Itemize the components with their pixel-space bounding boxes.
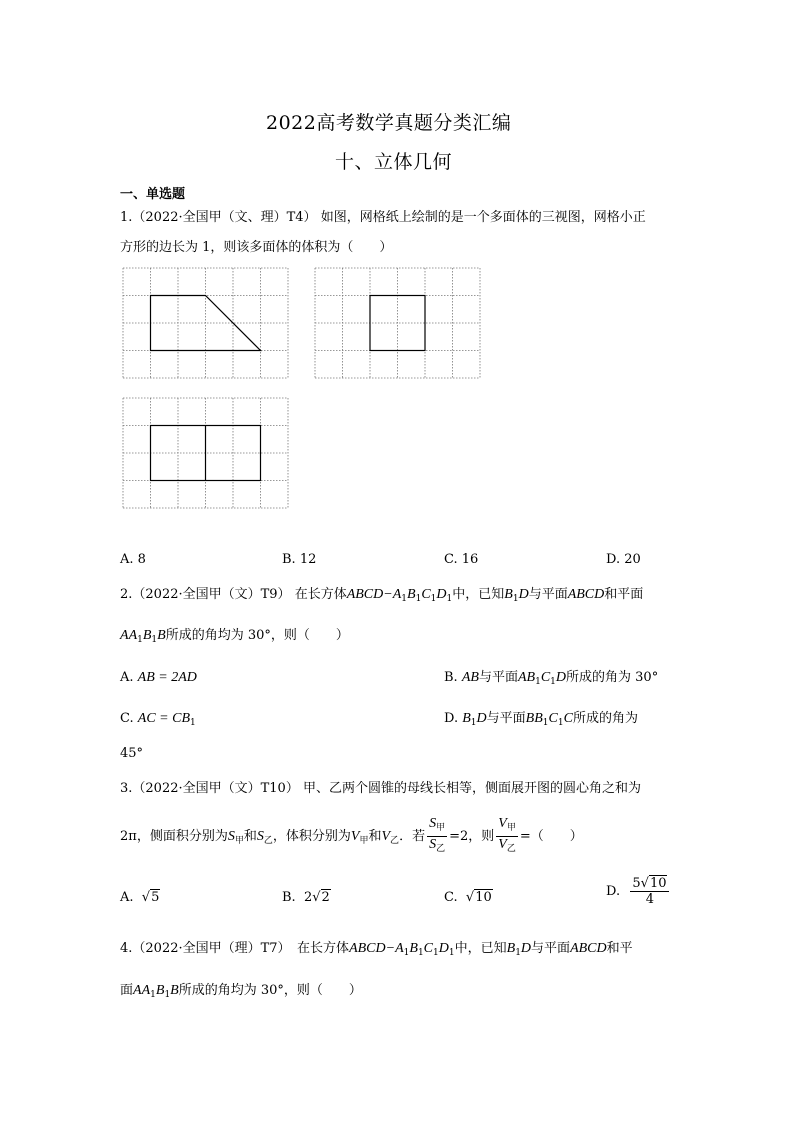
- top-view-grid: [122, 397, 289, 509]
- q3-option-d[interactable]: D. $\frac{5√10}{4}$: [606, 876, 671, 907]
- q1-option-c[interactable]: C. 16: [444, 552, 479, 567]
- q4-line1: 4.（2022·全国甲（理）T7） 在长方体$ABCD-A_1B_1C_1D_1$中，已知$B_1D$与平面ABCD和平: [120, 941, 633, 958]
- q2-line2: $AA_1B_1B$所成的角均为 30°，则（ ）: [120, 628, 349, 645]
- q1-option-a[interactable]: A. 8: [120, 552, 146, 567]
- q2-option-d[interactable]: D. $B_1D$与平面$BB_1C_1C$所成的角为: [444, 711, 638, 728]
- q3-option-c[interactable]: C. √10: [444, 890, 492, 905]
- grid-lines: [315, 268, 480, 378]
- q4-line2: 面$AA_1B_1B$所成的角均为 30°，则（ ）: [120, 983, 362, 1000]
- q3-line2: 2π，侧面积分别为$S_甲$和$S_乙$，体积分别为$V_甲$和$V_乙$．若 $\frac{S_甲}{S_乙}$ =2，则 $\frac{V_甲}{V_乙}$ =（ ）: [120, 816, 583, 857]
- q1-line1: 1.（2022·全国甲（文、理）T4） 如图，网格纸上绘制的是一个多面体的三视图，网格小正: [120, 210, 646, 225]
- q2-option-c[interactable]: C. AC = $CB_1$: [120, 711, 196, 728]
- q3-option-b[interactable]: B. 2√2: [282, 890, 330, 905]
- q1-line2: 方形的边长为 1，则该多面体的体积为（ ）: [120, 240, 393, 255]
- q1-option-d[interactable]: D. 20: [606, 552, 641, 567]
- q2-option-b[interactable]: B. AB与平面$AB_1C_1D$所成的角为 30°: [444, 670, 659, 687]
- q2-line1: 2.（2022·全国甲（文）T9） 在长方体$ABCD-A_1B_1C_1D_1$中，已知$B_1D$与平面ABCD和平面: [120, 587, 644, 604]
- grid-lines: [123, 268, 288, 378]
- section-heading: 一、单选题: [120, 187, 186, 202]
- doc-subtitle: 十、立体几何: [335, 151, 453, 173]
- q2-option-a[interactable]: A. AB = 2AD: [120, 670, 197, 685]
- area-ratio-fraction: $\frac{S_甲}{S_乙}$: [429, 816, 446, 854]
- q1-option-b[interactable]: B. 12: [282, 552, 317, 567]
- side-view-grid: [314, 267, 481, 379]
- q2-option-d-wrap: 45°: [120, 746, 144, 761]
- q3-line1: 3.（2022·全国甲（文）T10） 甲、乙两个圆锥的母线长相等，侧面展开图的圆心角之和为: [120, 781, 641, 796]
- doc-title: 2022高考数学真题分类汇编: [266, 112, 512, 134]
- front-view-grid: [122, 267, 289, 379]
- q3-option-a[interactable]: A. √5: [120, 890, 160, 905]
- volume-ratio-fraction: $\frac{V_甲}{V_乙}$: [498, 816, 516, 854]
